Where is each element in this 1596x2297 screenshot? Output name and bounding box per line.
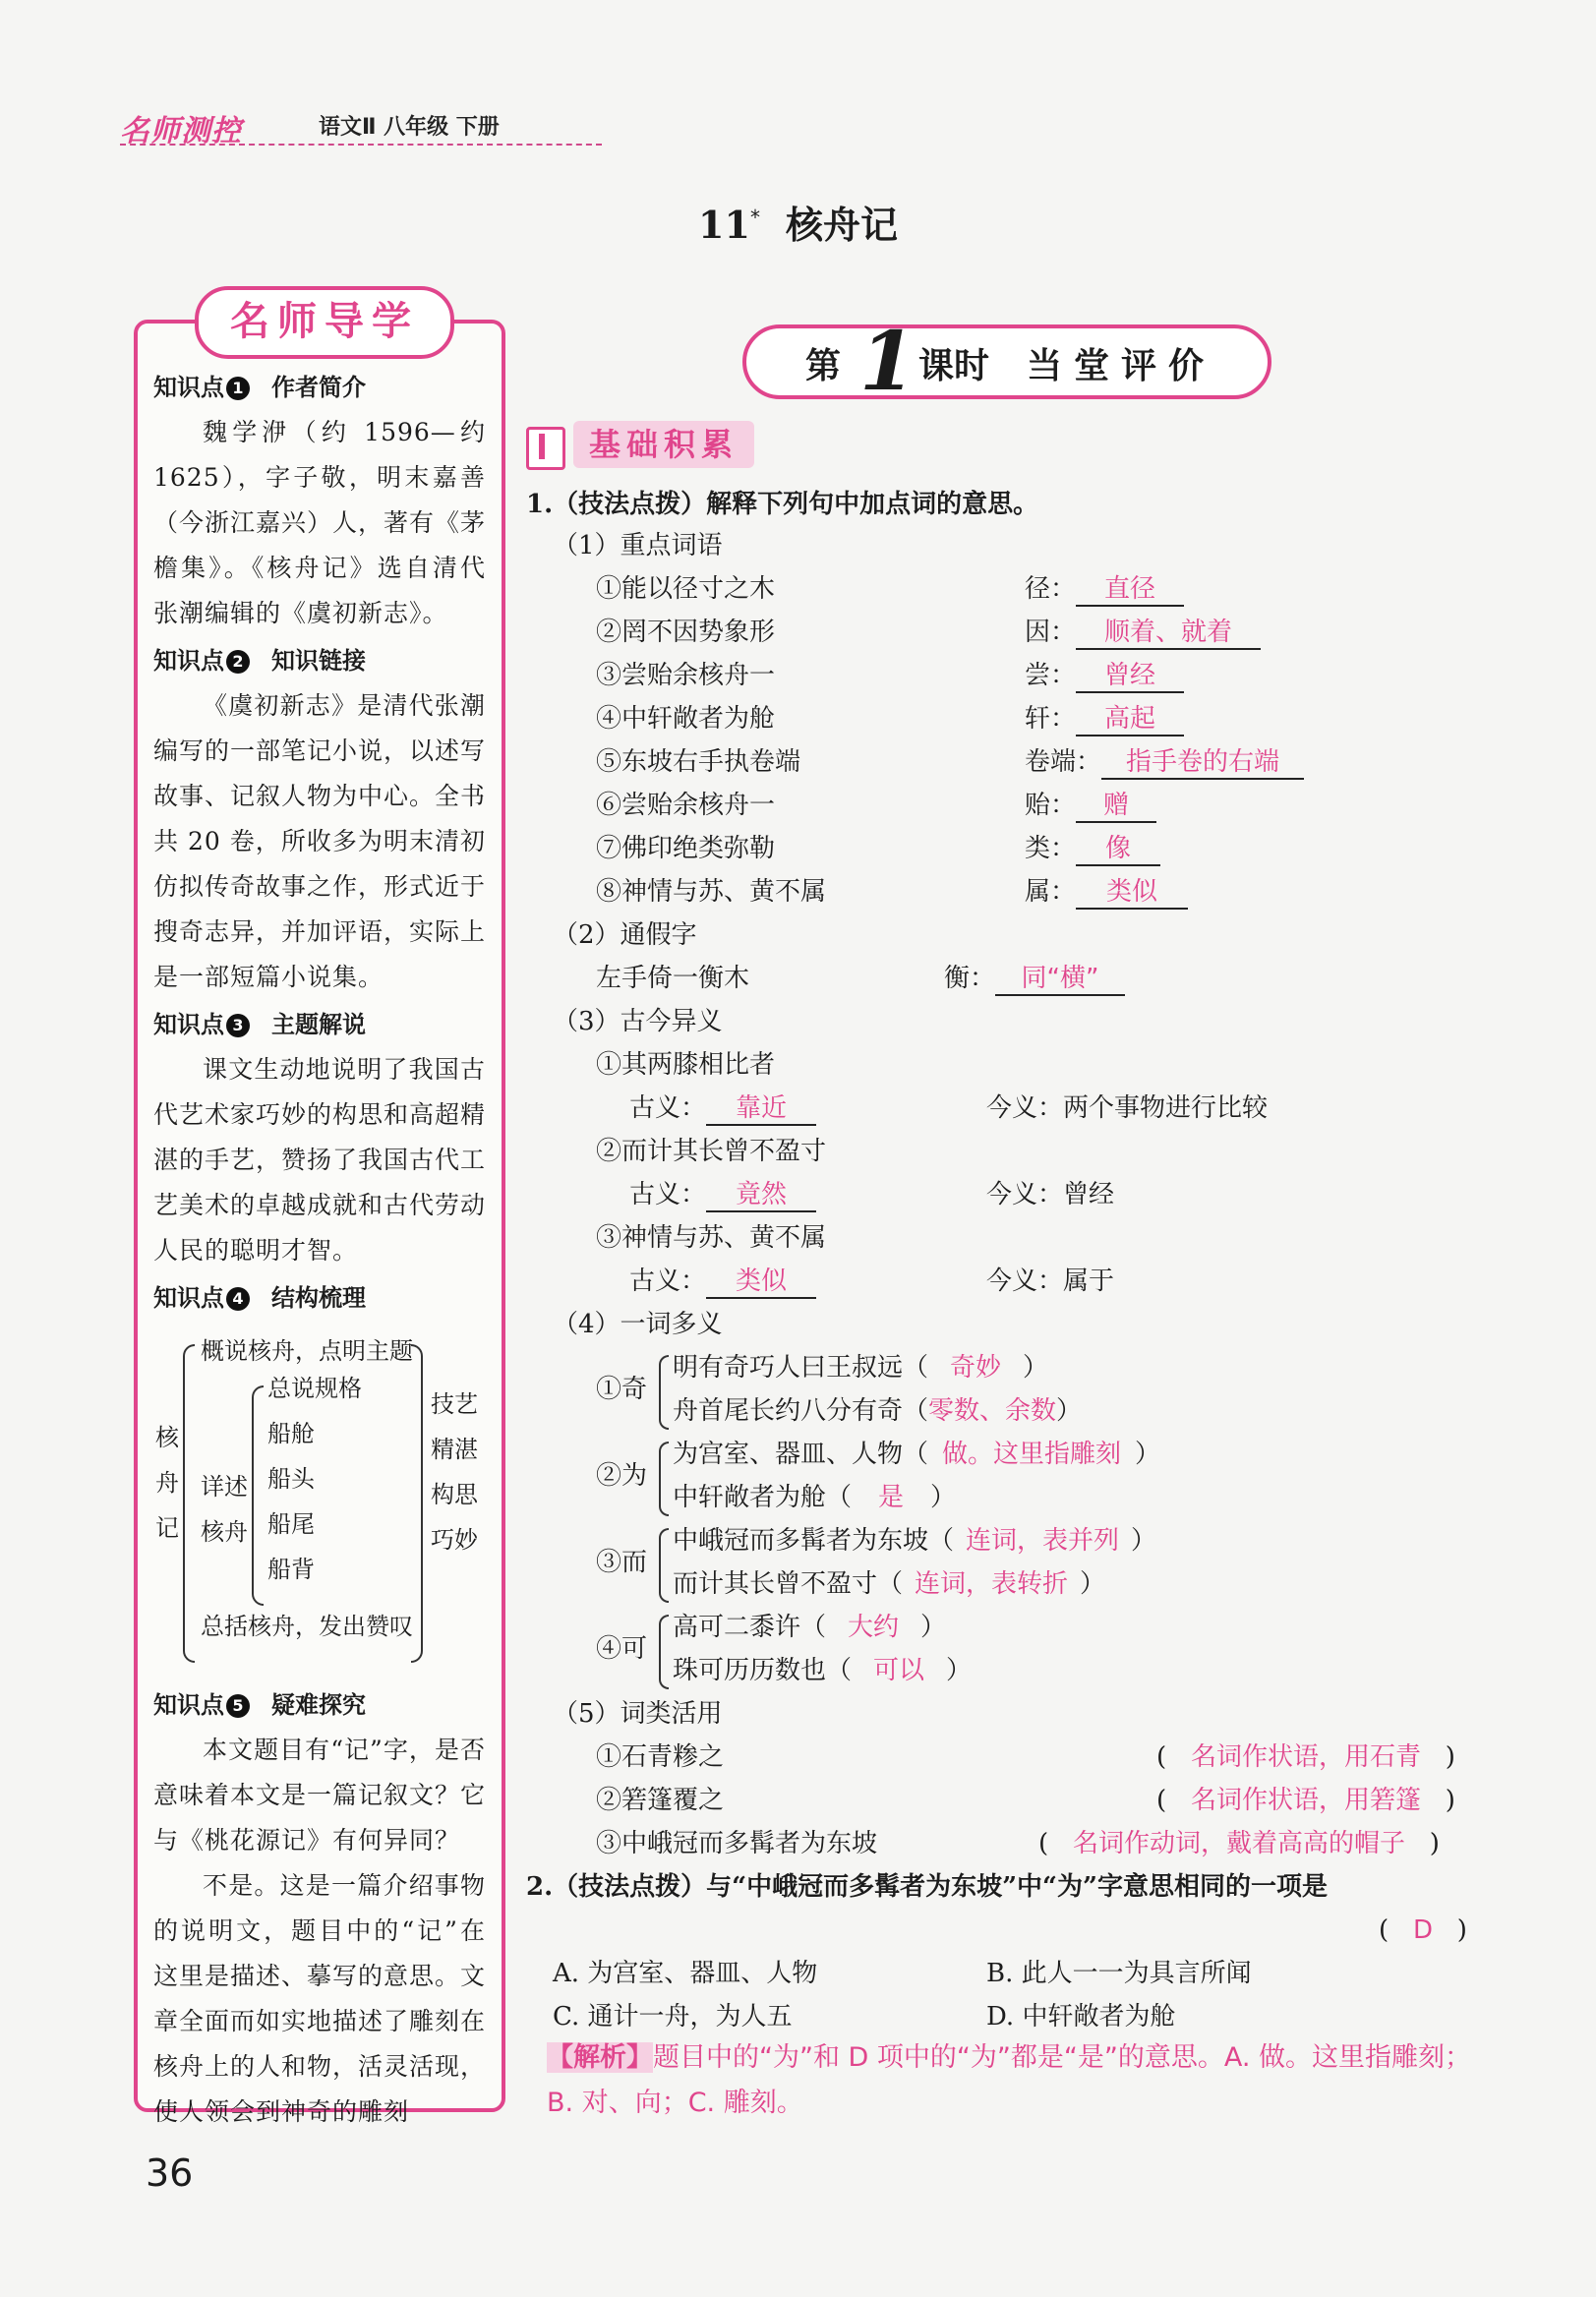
q1-p1-word: 径： 直径 bbox=[1025, 572, 1184, 607]
q1-p4-item: 舟首尾长约八分有奇（零数、余数） bbox=[673, 1396, 1083, 1426]
q2-option: D. 中轩敞者为舱 bbox=[986, 2002, 1176, 2032]
analysis-tag: 【解析】 bbox=[547, 2042, 653, 2073]
q1-p4-word: ①奇 bbox=[596, 1375, 648, 1404]
answer-blank: 类似 bbox=[706, 1266, 816, 1299]
book-icon bbox=[526, 427, 565, 470]
book-info: 语文Ⅱ 八年级 下册 bbox=[319, 115, 500, 140]
period-name: 当堂评价 bbox=[1027, 346, 1216, 386]
period-suffix: 课时 bbox=[918, 346, 990, 386]
q1-p5-answer: ( 名词作状语，用石青 ) bbox=[1156, 1742, 1455, 1772]
structure-mid-label: 详述核舟 bbox=[201, 1473, 248, 1546]
answer-blank: 赠 bbox=[1076, 790, 1156, 823]
q1-p3-sentence: ①其两膝相比者 bbox=[596, 1050, 776, 1080]
q1-p3-sentence: ②而计其长曾不盈寸 bbox=[596, 1137, 827, 1166]
q1-p1-sentence: ⑦佛印绝类弥勒 bbox=[596, 834, 776, 863]
q2-option: C. 通计一舟，为人五 bbox=[553, 2002, 793, 2032]
q1-p4-brace bbox=[659, 1355, 669, 1430]
q1-p4-item: 中轩敞者为舱（ 是 ） bbox=[673, 1483, 957, 1512]
q1-p3-ancient: 古义： 靠近 bbox=[629, 1091, 816, 1126]
q1-p5-sentence: ②箬篷覆之 bbox=[596, 1786, 725, 1815]
kp5-heading: 知识点 5 疑难探究 bbox=[153, 1691, 366, 1719]
structure-bottom: 总括核舟，发出赞叹 bbox=[201, 1613, 413, 1640]
q1-p2-word: 衡： 同“横” bbox=[944, 962, 1125, 996]
structure-brace-left bbox=[183, 1344, 195, 1663]
q1-p3-modern: 今义：属于 bbox=[986, 1266, 1115, 1296]
page-number: 36 bbox=[146, 2151, 194, 2195]
q1-p4-item: 而计其长曾不盈寸（ 连词，表转折 ） bbox=[673, 1569, 1106, 1599]
q1-p5-sentence: ③中峨冠而多髯者为东坡 bbox=[596, 1829, 878, 1858]
q1-p1-sentence: ①能以径寸之木 bbox=[596, 574, 776, 604]
answer-blank: 类似 bbox=[1076, 876, 1188, 910]
lesson-number: 11 bbox=[698, 203, 750, 247]
q1-p4-item: 明有奇巧人曰王叔远（ 奇妙 ） bbox=[673, 1353, 1049, 1383]
q1-p1-sentence: ⑤东坡右手执卷端 bbox=[596, 747, 801, 777]
answer-blank: 直径 bbox=[1076, 573, 1184, 607]
q1-p3-ancient: 古义： 类似 bbox=[629, 1265, 816, 1299]
q1-p1-word: 贻： 赠 bbox=[1025, 789, 1156, 823]
answer-blank: 曾经 bbox=[1076, 660, 1184, 693]
answer-blank: 靠近 bbox=[706, 1092, 816, 1126]
q1-p4-brace bbox=[659, 1615, 669, 1689]
q1-p4-item: 高可二黍许（ 大约 ） bbox=[673, 1613, 947, 1642]
q1-p1-sentence: ②罔不因势象形 bbox=[596, 618, 776, 647]
structure-brace-right bbox=[411, 1344, 423, 1663]
q1-p4-title: （4）一词多义 bbox=[553, 1310, 723, 1339]
q1-p1-sentence: ③尝贻余核舟一 bbox=[596, 661, 776, 690]
period-prefix: 第 bbox=[805, 346, 842, 386]
q1-p3-ancient: 古义： 竟然 bbox=[629, 1178, 816, 1212]
kp3-text: 课文生动地说明了我国古代艺术家巧妙的构思和高超精湛的手艺，赞扬了我国古代工艺美术的卓越成就和古代劳动人民的聪明才智。 bbox=[153, 1055, 487, 1265]
kp5-answer: 不是。这是一篇介绍事物的说明文，题目中的“记”在这里是描述、摹写的意思。文章全面而如实地描述了雕刻在核舟上的人和物，活灵活现，使人领会到神奇的雕刻 bbox=[153, 1871, 487, 2126]
structure-item: 船背 bbox=[267, 1556, 315, 1583]
structure-right: 技艺精湛构思巧妙 bbox=[431, 1390, 478, 1554]
q1-p3-modern: 今义：曾经 bbox=[986, 1180, 1115, 1209]
sidebar-title: 名师导学 bbox=[195, 286, 454, 359]
q1-p1-word: 属： 类似 bbox=[1025, 875, 1188, 910]
q1-p1-word: 尝： 曾经 bbox=[1025, 659, 1184, 693]
q1-p4-word: ④可 bbox=[596, 1634, 648, 1664]
q1-p1-sentence: ⑧神情与苏、黄不属 bbox=[596, 877, 827, 907]
q1-p1-sentence: ④中轩敞者为舱 bbox=[596, 704, 776, 734]
q1-p5-answer: ( 名词作状语，用箬篷 ) bbox=[1156, 1786, 1455, 1815]
q2-answer: ( D ) bbox=[1379, 1915, 1467, 1945]
q1-p1-word: 因： 顺着、就着 bbox=[1025, 616, 1261, 650]
kp2-heading: 知识点 2 知识链接 bbox=[153, 647, 366, 675]
lesson-star: * bbox=[749, 206, 760, 230]
period-number: 1 bbox=[859, 315, 916, 409]
q1-p5-answer: ( 名词作动词，戴着高高的帽子 ) bbox=[1038, 1829, 1440, 1858]
q1-p1-title: （1）重点词语 bbox=[553, 531, 723, 560]
structure-item: 总说规格 bbox=[267, 1375, 362, 1402]
q2-option: A. 为宫室、器皿、人物 bbox=[553, 1959, 818, 1988]
period-banner bbox=[742, 315, 1271, 409]
brand-logo: 名师测控 bbox=[120, 114, 242, 148]
q1-stem: 1.（技法点拨）解释下列句中加点词的意思。 bbox=[526, 490, 1039, 519]
q1-p4-word: ③而 bbox=[596, 1548, 648, 1577]
q1-p1-word: 轩： 高起 bbox=[1025, 702, 1184, 736]
answer-blank: 高起 bbox=[1076, 703, 1184, 736]
answer-blank: 像 bbox=[1076, 833, 1160, 866]
structure-item: 船舱 bbox=[267, 1420, 315, 1447]
kp5-question: 本文题目有“记”字，是否意味着本文是一篇记叙文？它与《桃花源记》有何异同？ bbox=[153, 1736, 487, 1855]
q2-option: B. 此人一一为具言所闻 bbox=[986, 1959, 1252, 1988]
kp1-heading: 知识点 1 作者简介 bbox=[153, 374, 366, 401]
sidebar-guide bbox=[134, 299, 505, 2126]
q1-p3-sentence: ③神情与苏、黄不属 bbox=[596, 1223, 827, 1253]
answer-blank: 指手卷的右端 bbox=[1101, 746, 1304, 780]
q1-p5-sentence: ①石青糁之 bbox=[596, 1742, 725, 1772]
analysis-text: 题目中的“为”和 D 项中的“为”都是“是”的意思。A. 做。这里指雕刻；B. 对、向；C. 雕刻。 bbox=[547, 2042, 1472, 2118]
kp2-text: 《虞初新志》是清代张潮编写的一部笔记小说，以述写故事、记叙人物为中心。全书共 20 卷，所收多为明末清初仿拟传奇故事之作，形式近于搜奇志异，并加评语，实际上是一部短篇小说集。 bbox=[153, 691, 487, 991]
q1-p4-brace bbox=[659, 1442, 669, 1516]
q1-p1-word: 类： 像 bbox=[1025, 832, 1160, 866]
lesson-title bbox=[0, 195, 1596, 249]
q1-p3-modern: 今义：两个事物进行比较 bbox=[986, 1093, 1269, 1123]
sidebar-content bbox=[153, 363, 486, 2135]
structure-item: 船头 bbox=[267, 1465, 315, 1493]
kp3-heading: 知识点 3 主题解说 bbox=[153, 1011, 366, 1038]
q1-p1-sentence: ⑥尝贻余核舟一 bbox=[596, 791, 776, 820]
structure-brace-mid bbox=[252, 1385, 264, 1606]
q1-p4-brace bbox=[659, 1528, 669, 1603]
structure-diagram bbox=[153, 1326, 486, 1680]
page-header bbox=[120, 102, 602, 146]
answer-blank: 顺着、就着 bbox=[1076, 617, 1261, 650]
q2-analysis bbox=[547, 2035, 1491, 2126]
structure-root: 核舟记 bbox=[155, 1424, 179, 1542]
kp1-text: 魏学洢（约 1596—约1625），字子敬，明末嘉善（今浙江嘉兴）人，著有《茅檐集》。《核舟记》选自清代张潮编辑的《虞初新志》。 bbox=[153, 418, 487, 627]
section-label: 基础积累 bbox=[573, 421, 754, 468]
q1-p2-sentence: 左手倚一衡木 bbox=[596, 964, 750, 993]
q1-p4-item: 为宫室、器皿、人物（ 做。这里指雕刻 ） bbox=[673, 1440, 1161, 1469]
answer-blank: 同“横” bbox=[995, 963, 1125, 996]
answer-blank: 竟然 bbox=[706, 1179, 816, 1212]
structure-top: 概说核舟，点明主题 bbox=[201, 1337, 413, 1365]
structure-item: 船尾 bbox=[267, 1510, 315, 1538]
q2-stem: 2.（技法点拨）与“中峨冠而多髯者为东坡”中“为”字意思相同的一项是 bbox=[526, 1872, 1328, 1902]
lesson-name: 核舟记 bbox=[785, 204, 898, 247]
q1-p5-title: （5）词类活用 bbox=[553, 1699, 723, 1729]
q1-p4-item: 珠可历历数也（ 可以 ） bbox=[673, 1656, 973, 1685]
q1-p4-item: 中峨冠而多髯者为东坡（ 连词，表并列 ） bbox=[673, 1526, 1157, 1556]
q1-p2-title: （2）通假字 bbox=[553, 920, 697, 950]
q1-p3-title: （3）古今异义 bbox=[553, 1007, 723, 1036]
q1-p4-word: ②为 bbox=[596, 1461, 648, 1491]
kp4-heading: 知识点 4 结构梳理 bbox=[153, 1284, 366, 1312]
q1-p1-word: 卷端： 指手卷的右端 bbox=[1025, 745, 1304, 780]
